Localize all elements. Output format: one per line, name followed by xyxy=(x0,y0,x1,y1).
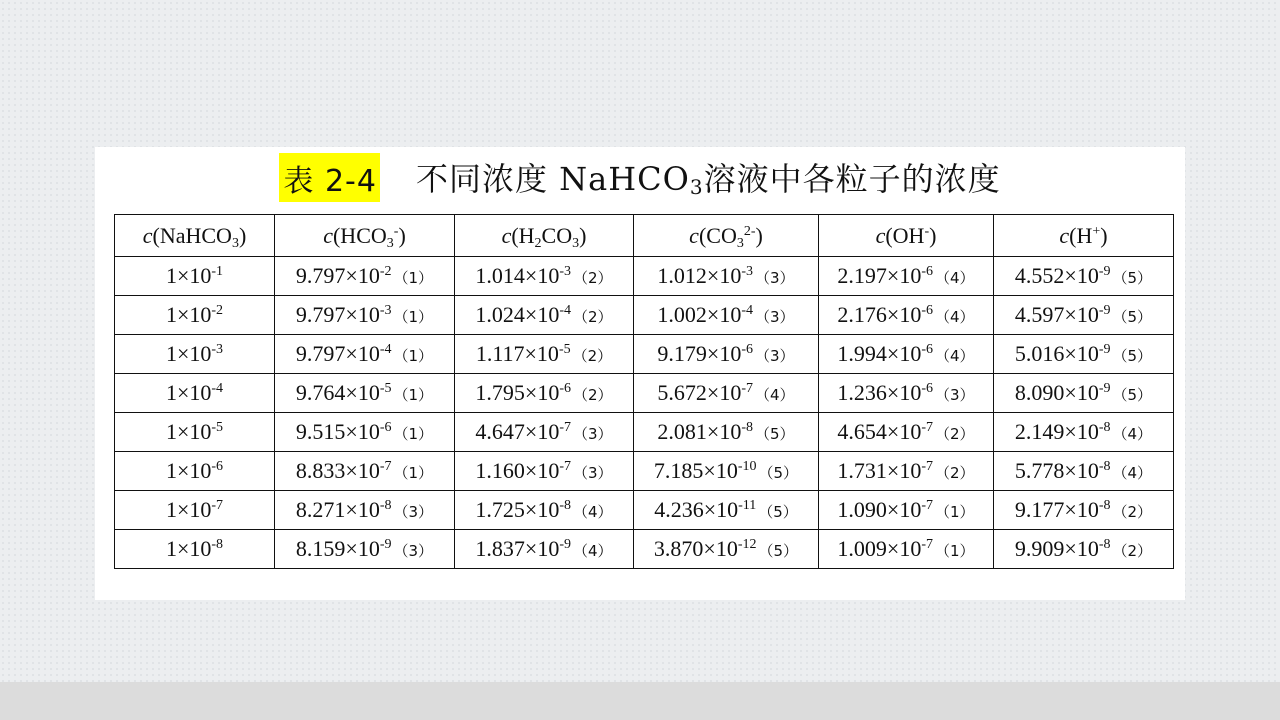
text-fragment: 9.764×10 xyxy=(295,380,380,405)
text-fragment: -3 xyxy=(379,303,392,318)
text-fragment: 2- xyxy=(743,223,756,239)
text-fragment: -8 xyxy=(741,420,754,435)
table-row xyxy=(115,491,1174,530)
rank-label: （1） xyxy=(393,269,434,287)
text-fragment: 1.731×10 xyxy=(837,458,922,483)
species-concentration-cell xyxy=(994,335,1174,374)
species-concentration-cell xyxy=(819,374,994,413)
text-fragment: 5.778×10 xyxy=(1014,458,1099,483)
rank-label: （4） xyxy=(573,503,613,521)
text-fragment: 8.159×10 xyxy=(295,536,380,561)
rank-label: （4） xyxy=(935,347,975,365)
text-fragment: ) xyxy=(1100,222,1108,248)
nahco3-concentration-cell xyxy=(115,296,275,335)
text-fragment: -7 xyxy=(921,537,934,552)
text-fragment: -2 xyxy=(379,264,392,279)
rank-label: （5） xyxy=(755,425,795,443)
species-concentration-cell xyxy=(819,413,994,452)
text-fragment: ) xyxy=(755,222,763,248)
text-fragment: 8.271×10 xyxy=(295,497,380,522)
species-concentration-cell xyxy=(634,257,819,296)
species-concentration-cell xyxy=(275,335,455,374)
text-fragment: 3 xyxy=(572,235,580,251)
table-row xyxy=(115,452,1174,491)
text-fragment: 9.909×10 xyxy=(1014,536,1099,561)
nahco3-concentration-cell xyxy=(115,257,275,296)
species-concentration-cell xyxy=(455,530,634,569)
text-fragment: 9.797×10 xyxy=(295,302,380,327)
rank-label: （2） xyxy=(572,347,613,365)
header-oh xyxy=(819,215,994,257)
bottom-band xyxy=(0,682,1280,720)
table-row xyxy=(115,530,1174,569)
text-fragment: 1.795×10 xyxy=(475,380,560,405)
text-fragment: -6 xyxy=(921,342,934,357)
species-concentration-cell xyxy=(275,413,455,452)
table-number-label: 表 2-4 xyxy=(279,153,380,202)
rank-label: （4） xyxy=(1112,464,1153,482)
text-fragment: -7 xyxy=(921,459,934,474)
concentration-table xyxy=(114,214,1174,569)
rank-label: （5） xyxy=(758,503,798,521)
species-concentration-cell xyxy=(994,530,1174,569)
species-concentration-cell xyxy=(634,452,819,491)
caption-suffix: 溶液中各粒子的浓度 xyxy=(703,160,1001,198)
text-fragment: 4.236×10 xyxy=(654,497,739,522)
text-fragment: -7 xyxy=(379,459,392,474)
text-fragment: ) xyxy=(398,222,406,248)
text-fragment: -6 xyxy=(741,342,754,357)
nahco3-concentration-cell xyxy=(115,530,275,569)
species-concentration-cell xyxy=(634,413,819,452)
species-concentration-cell xyxy=(994,413,1174,452)
rank-label: （4） xyxy=(573,542,613,560)
rank-label: （3） xyxy=(755,347,795,365)
text-fragment: -7 xyxy=(559,459,572,474)
text-fragment: 2.197×10 xyxy=(837,263,922,288)
rank-label: （5） xyxy=(1112,308,1153,326)
nahco3-concentration-cell xyxy=(115,374,275,413)
species-concentration-cell xyxy=(275,296,455,335)
text-fragment: -6 xyxy=(559,381,572,396)
text-fragment: c xyxy=(689,222,699,248)
rank-label: （3） xyxy=(755,308,795,326)
text-fragment: 1×10 xyxy=(165,458,212,483)
rank-label: （1） xyxy=(935,503,975,521)
text-fragment: -9 xyxy=(559,537,572,552)
text-fragment: -9 xyxy=(1098,303,1111,318)
text-fragment: -7 xyxy=(921,420,934,435)
text-fragment: 9.177×10 xyxy=(1014,497,1099,522)
text-fragment: 1.725×10 xyxy=(475,497,560,522)
species-concentration-cell xyxy=(819,530,994,569)
text-fragment: - xyxy=(393,223,399,239)
text-fragment: -8 xyxy=(1098,459,1111,474)
rank-label: （2） xyxy=(573,269,613,287)
text-fragment: c xyxy=(323,222,333,248)
header-nahco3 xyxy=(115,215,275,257)
text-fragment: 1.012×10 xyxy=(657,263,742,288)
text-fragment: 4.597×10 xyxy=(1014,302,1099,327)
rank-label: （4） xyxy=(755,386,795,404)
species-concentration-cell xyxy=(819,257,994,296)
species-concentration-cell xyxy=(455,374,634,413)
header-h2co3 xyxy=(455,215,634,257)
text-fragment: -12 xyxy=(737,537,757,552)
text-fragment: 2 xyxy=(534,235,542,251)
text-fragment: 1.994×10 xyxy=(837,341,922,366)
species-concentration-cell xyxy=(275,530,455,569)
text-fragment: 3 xyxy=(231,235,239,251)
species-concentration-cell xyxy=(819,335,994,374)
species-concentration-cell xyxy=(819,296,994,335)
table-title xyxy=(95,147,1185,207)
text-fragment: -9 xyxy=(379,537,392,552)
species-concentration-cell xyxy=(455,491,634,530)
rank-label: （4） xyxy=(1112,425,1153,443)
rank-label: （1） xyxy=(935,542,975,560)
species-concentration-cell xyxy=(819,491,994,530)
species-concentration-cell xyxy=(455,452,634,491)
species-concentration-cell xyxy=(634,491,819,530)
species-concentration-cell xyxy=(994,452,1174,491)
species-concentration-cell xyxy=(994,257,1174,296)
text-fragment: 1.090×10 xyxy=(837,497,922,522)
text-fragment: -11 xyxy=(738,498,757,513)
text-fragment: (H xyxy=(1069,222,1093,248)
text-fragment: -4 xyxy=(559,303,572,318)
rank-label: （3） xyxy=(755,269,795,287)
table-row xyxy=(115,296,1174,335)
text-fragment: 3 xyxy=(386,235,394,251)
species-concentration-cell xyxy=(634,335,819,374)
text-fragment: 4.647×10 xyxy=(475,419,560,444)
nahco3-concentration-cell xyxy=(115,413,275,452)
rank-label: （4） xyxy=(935,269,975,287)
text-fragment: ) xyxy=(238,222,247,248)
species-concentration-cell xyxy=(455,296,634,335)
text-fragment: -6 xyxy=(921,264,934,279)
table-row xyxy=(115,335,1174,374)
rank-label: （2） xyxy=(573,386,613,404)
text-fragment: -8 xyxy=(559,498,572,513)
species-concentration-cell xyxy=(634,374,819,413)
text-fragment: 1.024×10 xyxy=(475,302,560,327)
species-concentration-cell xyxy=(994,491,1174,530)
text-fragment: (H xyxy=(511,222,535,248)
table-row xyxy=(115,413,1174,452)
caption-prefix: 不同浓度 NaHCO xyxy=(415,160,690,198)
table-card xyxy=(95,147,1185,600)
text-fragment: -7 xyxy=(741,381,754,396)
text-fragment: -9 xyxy=(1098,381,1111,396)
rank-label: （5） xyxy=(1112,347,1153,365)
text-fragment: + xyxy=(1092,223,1101,239)
text-fragment: (OH xyxy=(885,222,925,248)
text-fragment: -7 xyxy=(559,420,572,435)
header-h xyxy=(994,215,1174,257)
species-concentration-cell xyxy=(275,374,455,413)
species-concentration-cell xyxy=(275,257,455,296)
rank-label: （1） xyxy=(393,464,434,482)
h2co3-tail: $CO_3$) xyxy=(541,222,587,251)
rank-label: （3） xyxy=(935,386,975,404)
species-concentration-cell xyxy=(634,530,819,569)
rank-label: （5） xyxy=(1112,386,1153,404)
text-fragment: 5.672×10 xyxy=(657,380,742,405)
text-fragment: 1×10 xyxy=(165,263,212,288)
rank-label: （5） xyxy=(758,542,799,560)
text-fragment: -8 xyxy=(379,498,392,513)
text-fragment: -8 xyxy=(1098,498,1111,513)
rank-label: （4） xyxy=(935,308,975,326)
species-concentration-cell xyxy=(455,413,634,452)
text-fragment: -3 xyxy=(211,342,224,357)
text-fragment: c xyxy=(501,222,512,248)
text-fragment: 9.515×10 xyxy=(295,419,380,444)
text-fragment: 1.009×10 xyxy=(837,536,922,561)
rank-label: （3） xyxy=(573,425,613,443)
rank-label: （2） xyxy=(935,464,975,482)
text-fragment: 8.833×10 xyxy=(295,458,380,483)
text-fragment: 2.176×10 xyxy=(837,302,922,327)
text-fragment: 3.870×10 xyxy=(653,536,738,561)
text-fragment: 4.654×10 xyxy=(837,419,922,444)
text-fragment: 9.797×10 xyxy=(295,263,380,288)
text-fragment: -6 xyxy=(211,459,224,474)
text-fragment: c xyxy=(142,222,153,248)
text-fragment: (HCO xyxy=(332,222,387,248)
rank-label: （1） xyxy=(393,386,434,404)
text-fragment: 1×10 xyxy=(165,302,212,327)
text-fragment: -6 xyxy=(379,420,392,435)
text-fragment: -7 xyxy=(211,498,224,513)
nahco3-concentration-cell xyxy=(115,491,275,530)
text-fragment: (NaHCO xyxy=(152,222,232,248)
header-co3 xyxy=(634,215,819,257)
text-fragment: -8 xyxy=(1098,420,1111,435)
text-fragment: -6 xyxy=(921,381,934,396)
header-hco3 xyxy=(275,215,455,257)
rank-label: （2） xyxy=(935,425,975,443)
text-fragment: 9.797×10 xyxy=(295,341,380,366)
text-fragment: 4.552×10 xyxy=(1014,263,1099,288)
rank-label: （1） xyxy=(393,425,434,443)
species-concentration-cell xyxy=(275,452,455,491)
rank-label: （3） xyxy=(393,542,434,560)
text-fragment: (CO xyxy=(698,222,737,248)
rank-label: （1） xyxy=(393,347,434,365)
table-body xyxy=(115,257,1174,569)
text-fragment: 1×10 xyxy=(165,380,212,405)
text-fragment: 1×10 xyxy=(165,341,212,366)
nahco3-concentration-cell xyxy=(115,335,275,374)
text-fragment: 1×10 xyxy=(165,497,212,522)
rank-label: （2） xyxy=(1112,542,1153,560)
text-fragment: 3 xyxy=(736,235,744,251)
text-fragment: -4 xyxy=(211,381,224,396)
text-fragment: -5 xyxy=(379,381,392,396)
text-fragment: -8 xyxy=(1098,537,1111,552)
text-fragment: -7 xyxy=(921,498,934,513)
text-fragment: 1.160×10 xyxy=(475,458,560,483)
text-fragment: 1.002×10 xyxy=(657,302,742,327)
text-fragment: 5.016×10 xyxy=(1014,341,1099,366)
text-fragment: -2 xyxy=(211,303,224,318)
text-fragment: -9 xyxy=(1098,342,1111,357)
rank-label: （2） xyxy=(573,308,613,326)
text-fragment: 7.185×10 xyxy=(653,458,738,483)
text-fragment: -6 xyxy=(921,303,934,318)
table-row xyxy=(115,257,1174,296)
text-fragment: -4 xyxy=(741,303,754,318)
text-fragment: -5 xyxy=(211,420,224,435)
text-fragment: -9 xyxy=(1098,264,1111,279)
text-fragment: -4 xyxy=(379,342,392,357)
species-concentration-cell xyxy=(455,257,634,296)
text-fragment: - xyxy=(924,223,930,239)
text-fragment: ) xyxy=(929,222,937,248)
rank-label: （2） xyxy=(1112,503,1153,521)
text-fragment: 2.149×10 xyxy=(1014,419,1099,444)
text-fragment: 2.081×10 xyxy=(657,419,742,444)
text-fragment: 8.090×10 xyxy=(1014,380,1099,405)
species-concentration-cell xyxy=(994,296,1174,335)
rank-label: （3） xyxy=(573,464,613,482)
species-concentration-cell xyxy=(275,491,455,530)
text-fragment: 1.117×10 xyxy=(475,341,559,366)
nahco3-concentration-cell xyxy=(115,452,275,491)
table-row xyxy=(115,374,1174,413)
text-fragment: -5 xyxy=(558,342,571,357)
table-caption xyxy=(416,154,1001,200)
text-fragment: -8 xyxy=(211,537,224,552)
caption-subscript: 3 xyxy=(689,175,704,199)
text-fragment: 1.837×10 xyxy=(475,536,560,561)
species-concentration-cell xyxy=(455,335,634,374)
text-fragment: 1×10 xyxy=(165,419,212,444)
text-fragment: c xyxy=(1059,222,1070,248)
text-fragment: -3 xyxy=(559,264,572,279)
rank-label: （3） xyxy=(393,503,434,521)
text-fragment: 1.014×10 xyxy=(475,263,560,288)
rank-label: （5） xyxy=(758,464,799,482)
header-row xyxy=(115,215,1174,257)
text-fragment: -10 xyxy=(737,459,757,474)
text-fragment: 9.179×10 xyxy=(657,341,742,366)
species-concentration-cell xyxy=(994,374,1174,413)
text-fragment: -1 xyxy=(211,264,224,279)
text-fragment: -3 xyxy=(741,264,754,279)
rank-label: （1） xyxy=(393,308,434,326)
rank-label: （5） xyxy=(1112,269,1153,287)
text-fragment: c xyxy=(875,222,886,248)
text-fragment: 1.236×10 xyxy=(837,380,922,405)
text-fragment: 1×10 xyxy=(165,536,212,561)
species-concentration-cell xyxy=(819,452,994,491)
species-concentration-cell xyxy=(634,296,819,335)
